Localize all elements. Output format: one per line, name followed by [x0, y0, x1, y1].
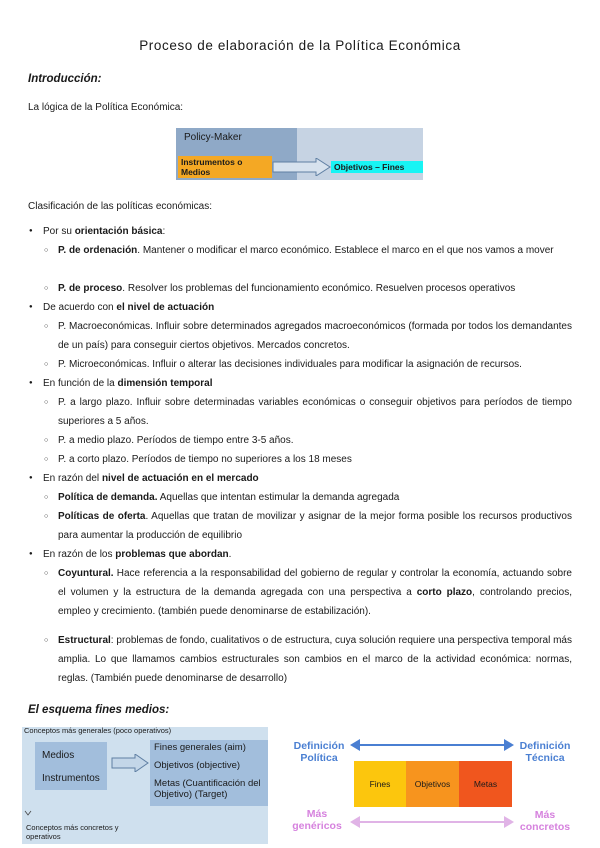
definicion-tecnica-label: Definición Técnica: [519, 740, 571, 764]
metas-label: Metas (Cuantificación del Objetivo) (Target): [154, 778, 261, 800]
item-demanda: ○ Política de demanda. Aquellas que intentan estimular la demanda agregada: [44, 488, 572, 507]
definicion-politica-label: Definición Política: [293, 740, 345, 764]
document-title: Proceso de elaboración de la Política Económica: [139, 38, 461, 53]
chevron-down-icon: [24, 810, 32, 816]
general-concepts-label: Conceptos más generales (poco operativos): [24, 726, 172, 735]
item-micro: ○ P. Microeconómicas. Influir o alterar las decisiones individuales para modificar la asignación de recursos.: [44, 355, 572, 374]
item-oferta: ○ Políticas de oferta. Aquellas que tratan de movilizar y asignar de la mejor forma posible los recursos productivos para aumentar la producción de equilibrio: [44, 507, 572, 545]
fines-bar: Fines: [354, 761, 406, 807]
item-proceso: ○ P. de proceso. Resolver los problemas del funcionamiento económico. Resuelven procesos operativos: [44, 279, 572, 298]
objetivos-label: Objetivos (objective): [154, 760, 241, 771]
item-corto-plazo: ○ P. a corto plazo. Períodos de tiempo no superiores a los 18 meses: [44, 450, 572, 469]
item-medio-plazo: ○ P. a medio plazo. Períodos de tiempo entre 3-5 años.: [44, 431, 572, 450]
metas-bar: Metas: [459, 761, 512, 807]
group-nivel-actuacion: ● De acuerdo con el nivel de actuación: [30, 298, 214, 317]
fines-generales-label: Fines generales (aim): [154, 742, 246, 753]
mas-genericos-label: Más genéricos: [292, 808, 342, 832]
item-ordenacion: ○ P. de ordenación. Mantener o modificar el marco económico. Establece el marco en el que nos vamos a mover: [44, 241, 572, 260]
group-nivel-mercado: ● En razón del nivel de actuación en el mercado: [30, 469, 259, 488]
double-arrow-icon: [350, 815, 514, 829]
group-orientacion: ● Por su orientación básica:: [30, 222, 165, 241]
arrow-right-icon: [111, 754, 149, 772]
mas-concretos-label: Más concretos: [519, 809, 571, 833]
classification-label: Clasificación de las políticas económicas:: [28, 201, 212, 212]
group-dimension-temporal: ● En función de la dimensión temporal: [30, 374, 213, 393]
item-coyuntural: ○ Coyuntural. Hace referencia a la responsabilidad del gobierno de regular y controlar la economía, actuando sobre el volumen y la estructura de la demanda agregada con una perspectiva a corto plazo, controlando precios, empleo y crecimiento. (también puede denominarse de estabilización).: [44, 564, 572, 621]
scheme-heading: El esquema fines medios:: [28, 704, 170, 716]
item-largo-plazo: ○ P. a largo plazo. Influir sobre determinadas variables económicas o conseguir objetivos para períodos de tiempo superiores a 5 años.: [44, 393, 572, 431]
objetivos-bar: Objetivos: [406, 761, 459, 807]
intro-heading: Introducción:: [28, 73, 102, 85]
logic-label: La lógica de la Política Económica:: [28, 102, 184, 113]
objectives-box: Objetivos – Fines: [331, 161, 423, 173]
item-estructural: ○ Estructural: problemas de fondo, cualitativos o de estructura, cuya solución requiere una perspectiva temporal más amplia. Lo que llamamos cambios estructurales son cambios en el marco de la actividad económica: normas, reglas. (También puede denominarse de desarrollo): [44, 631, 572, 688]
instrumentos-label: Instrumentos: [42, 773, 100, 784]
double-arrow-icon: [350, 738, 514, 752]
instruments-box: Instrumentos o Medios: [178, 156, 272, 178]
concrete-concepts-label: Conceptos más concretos y operativos: [26, 823, 119, 841]
group-problemas: ● En razón de los problemas que abordan.: [30, 545, 231, 564]
arrow-right-icon: [272, 158, 332, 176]
medios-label: Medios: [42, 750, 75, 761]
item-macro: ○ P. Macroeconómicas. Influir sobre determinados agregados macroeconómicos (formada por todos los demandantes de un país) para conseguir ciertos objetivos. Mercados concretos.: [44, 317, 572, 355]
policy-maker-label: Policy-Maker: [184, 132, 242, 143]
